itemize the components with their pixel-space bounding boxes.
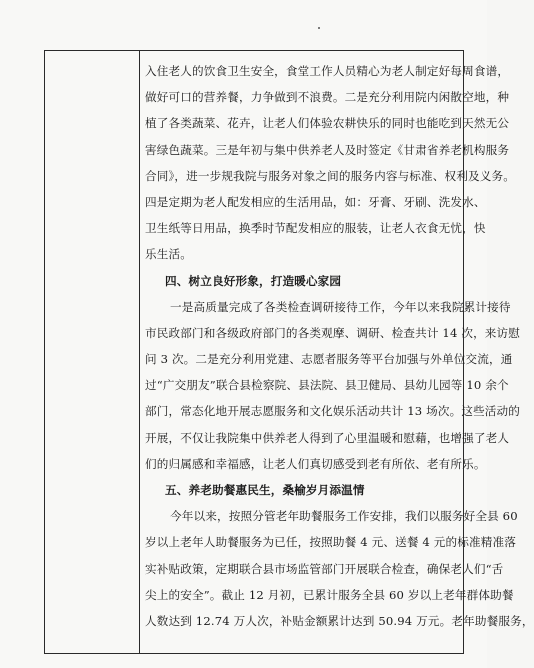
- body-line: 尖上的安全”。截止 12 月初，已累计服务全县 60 岁以上老年群体助餐: [145, 587, 514, 602]
- body-line: 合同》，进一步规我院与服务对象之间的服务内容与标准、权利及义务。: [145, 168, 516, 183]
- body-line: 人数达到 12.74 万人次，补贴金额累计达到 50.94 万元。老年助餐服务，: [145, 613, 534, 628]
- body-line: 做好可口的营养餐，力争做到不浪费。二是充分利用院内闲散空地，种: [145, 90, 510, 105]
- text-column: [145, 58, 534, 634]
- body-line: 乐生活。: [145, 247, 192, 262]
- body-line: 四是定期为老人配发相应的生活用品，如：牙膏、牙刷、洗发水、: [145, 194, 486, 209]
- body-line: 们的归属感和幸福感，让老人们真切感受到老有所依、老有所乐。: [145, 456, 486, 471]
- body-line: 卫生纸等日用品，换季时节配发相应的服装，让老人衣食无忧，快: [145, 221, 486, 236]
- section-heading: 五、养老助餐惠民生，桑榆岁月添温情: [165, 483, 365, 497]
- body-line: 害绿色蔬菜。三是年初与集中供养老人及时签定《甘肃省养老机构服务: [145, 142, 510, 157]
- column-divider: [139, 50, 140, 654]
- body-line: 一是高质量完成了各类检查调研接待工作，今年以来我院累计接待: [170, 299, 511, 314]
- body-line: 岁以上老年人助餐服务为已任，按照助餐 4 元、送餐 4 元的标准精准落: [145, 535, 516, 550]
- body-line: 入住老人的饮食卫生安全，食堂工作人员精心为老人制定好每周食谱，: [145, 64, 510, 78]
- body-line: 问 3 次。二是充分利用党建、志愿者服务等平台加强与外单位交流，通: [145, 352, 513, 367]
- body-line: 今年以来，按照分管老年助餐服务工作安排，我们以服务好全县 60: [170, 509, 518, 524]
- body-line: 植了各类蔬菜、花卉，让老人们体验农耕快乐的同时也能吃到天然无公: [145, 116, 510, 131]
- body-line: 过“广交朋友”联合县检察院、县法院、县卫健局、县幼儿园等 10 余个: [145, 378, 509, 393]
- body-line: 开展，不仅让我院集中供养老人得到了心里温暖和慰藉，也增强了老人: [145, 430, 510, 445]
- body-line: 实补贴政策，定期联合县市场监管部门开展联合检查，确保老人们“舌: [145, 561, 504, 576]
- scan-speck: [318, 27, 320, 29]
- body-line: 市民政部门和各级政府部门的各类观摩、调研、检查共计 14 次，来访慰: [145, 325, 521, 340]
- body-line: 部门，常态化地开展志愿服务和文化娱乐活动共计 13 场次。这些活动的: [145, 404, 521, 419]
- section-heading: 四、树立良好形象，打造暖心家园: [165, 273, 342, 288]
